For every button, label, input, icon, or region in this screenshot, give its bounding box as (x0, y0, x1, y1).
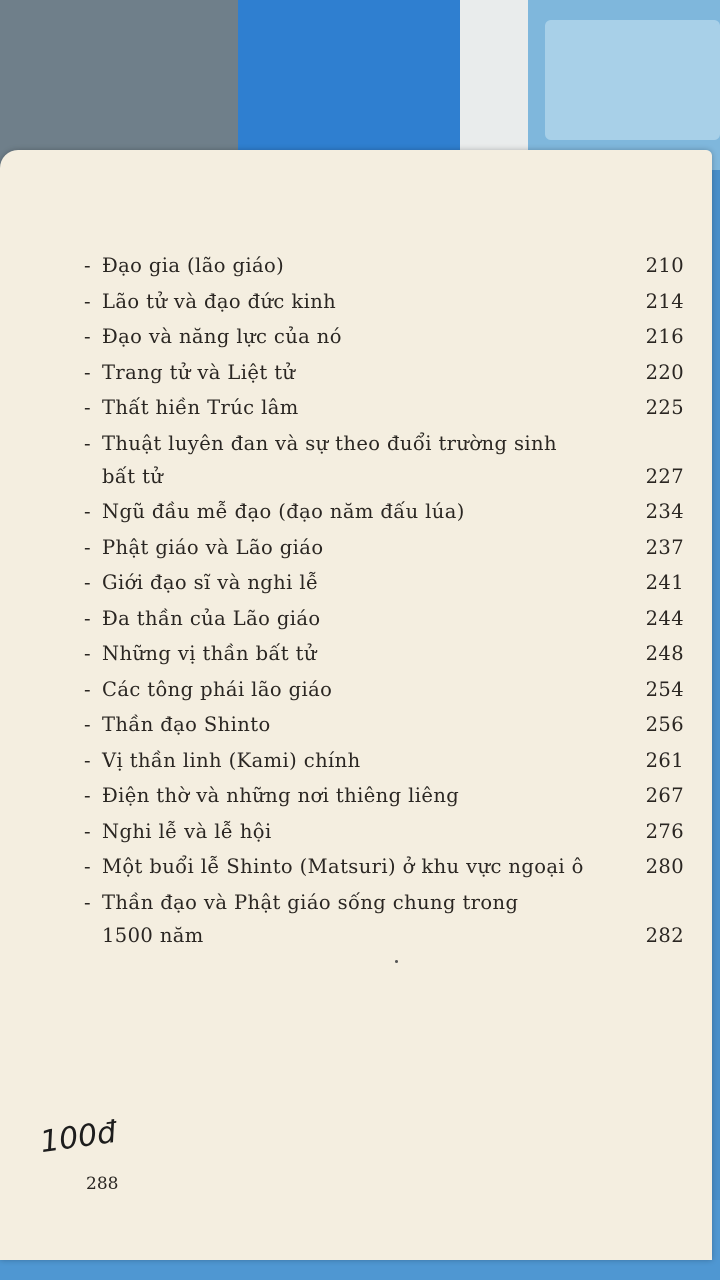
toc-entry-page: 280 (645, 855, 684, 878)
background-left (0, 0, 240, 170)
toc-entry-title: Thần đạo Shinto (102, 713, 271, 736)
toc-entry-title: Thuật luyên đan và sự theo đuổi trường sinh (102, 431, 557, 455)
toc-entry-page: 254 (645, 677, 684, 701)
toc-entry-title: Thần đạo và Phật giáo sống chung trong (102, 890, 519, 914)
toc-entry-title-continued: bất tử (102, 464, 164, 488)
toc-entry-page: 220 (645, 360, 684, 384)
toc-entry-page: 267 (645, 784, 684, 807)
toc-entry (84, 855, 684, 891)
toc-entry-title: Đạo và năng lực của nó (102, 325, 342, 348)
toc-entry (84, 891, 684, 960)
toc-entry-title: Giới đạo sĩ và nghi lễ (102, 571, 319, 594)
toc-entry-page: 261 (645, 748, 684, 772)
toc-entry-title: Một buổi lễ Shinto (Matsuri) ở khu vực ngoại ô (102, 855, 584, 878)
toc-entry-dash: - (84, 784, 91, 807)
toc-entry (84, 678, 684, 714)
toc-entry-title: Trang tử và Liệt tử (102, 360, 296, 384)
toc-entry-title: Ngũ đầu mễ đạo (đạo năm đấu lúa) (102, 500, 465, 523)
toc-entry-page: 237 (645, 535, 684, 559)
toc-entry-title-continued: 1500 năm (102, 923, 204, 947)
toc-entry-dash: - (84, 396, 91, 419)
toc-entry-page: 276 (645, 819, 684, 843)
toc-entry-dash: - (84, 642, 91, 665)
ink-speck (395, 960, 398, 963)
toc-entry (84, 396, 684, 432)
toc-entry-title: Vị thần linh (Kami) chính (102, 748, 361, 772)
toc-entry (84, 254, 684, 290)
toc-entry-dash: - (84, 748, 91, 772)
toc-entry-dash: - (84, 360, 91, 384)
toc-entry-page: 216 (645, 325, 684, 348)
toc-entry-title: Thất hiền Trúc lâm (102, 396, 299, 419)
toc-entry (84, 713, 684, 749)
toc-entry-dash: - (84, 254, 91, 277)
toc-entry-title: Phật giáo và Lão giáo (102, 535, 324, 559)
toc-entry-page: 214 (645, 289, 684, 313)
toc-entry-dash: - (84, 431, 91, 455)
toc-entry (84, 432, 684, 501)
toc-entry-title: Các tông phái lão giáo (102, 677, 333, 701)
toc-entry (84, 820, 684, 856)
background-right-object (545, 20, 720, 140)
toc-entry-title: Đa thần của Lão giáo (102, 606, 321, 630)
toc-entry-page: 282 (645, 923, 684, 947)
toc-entry-dash: - (84, 571, 91, 594)
toc-entry (84, 536, 684, 572)
toc-entry (84, 325, 684, 361)
toc-entry-dash: - (84, 713, 91, 736)
background-blue-panel (238, 0, 460, 170)
toc-entry-title: Lão tử và đạo đức kinh (102, 289, 337, 313)
background-white-panel (460, 0, 528, 170)
toc-entry-dash: - (84, 890, 91, 914)
toc-entry (84, 571, 684, 607)
toc-entry (84, 607, 684, 643)
toc-entry (84, 290, 684, 326)
toc-entry (84, 642, 684, 678)
toc-entry-dash: - (84, 325, 91, 348)
toc-entry-title: Điện thờ và những nơi thiêng liêng (102, 784, 460, 807)
toc-entry-page: 244 (645, 606, 684, 630)
toc-entry-page: 225 (645, 396, 684, 419)
toc-entry (84, 749, 684, 785)
toc-entry-dash: - (84, 677, 91, 701)
toc-entry-dash: - (84, 289, 91, 313)
toc-entry (84, 784, 684, 820)
toc-entry-dash: - (84, 855, 91, 878)
toc-entry-page: 210 (645, 254, 684, 277)
book-page (0, 150, 712, 1260)
toc-entry-dash: - (84, 606, 91, 630)
toc-entry-page: 234 (645, 500, 684, 523)
toc-entry (84, 500, 684, 536)
toc-entry-title: Nghi lễ và lễ hội (102, 819, 272, 843)
toc-entry-dash: - (84, 819, 91, 843)
toc-entry-title: Đạo gia (lão giáo) (102, 254, 285, 277)
handwritten-price-note: 100đ (37, 1114, 119, 1161)
toc-entry-page: 256 (645, 713, 684, 736)
toc-entry-dash: - (84, 500, 91, 523)
page-number: 288 (86, 1174, 119, 1194)
toc-entry-page: 227 (645, 464, 684, 488)
toc-entry (84, 361, 684, 397)
toc-entry-title: Những vị thần bất tử (102, 642, 317, 665)
toc-entry-dash: - (84, 535, 91, 559)
toc-entry-page: 248 (645, 642, 684, 665)
toc-entry-page: 241 (645, 571, 684, 594)
